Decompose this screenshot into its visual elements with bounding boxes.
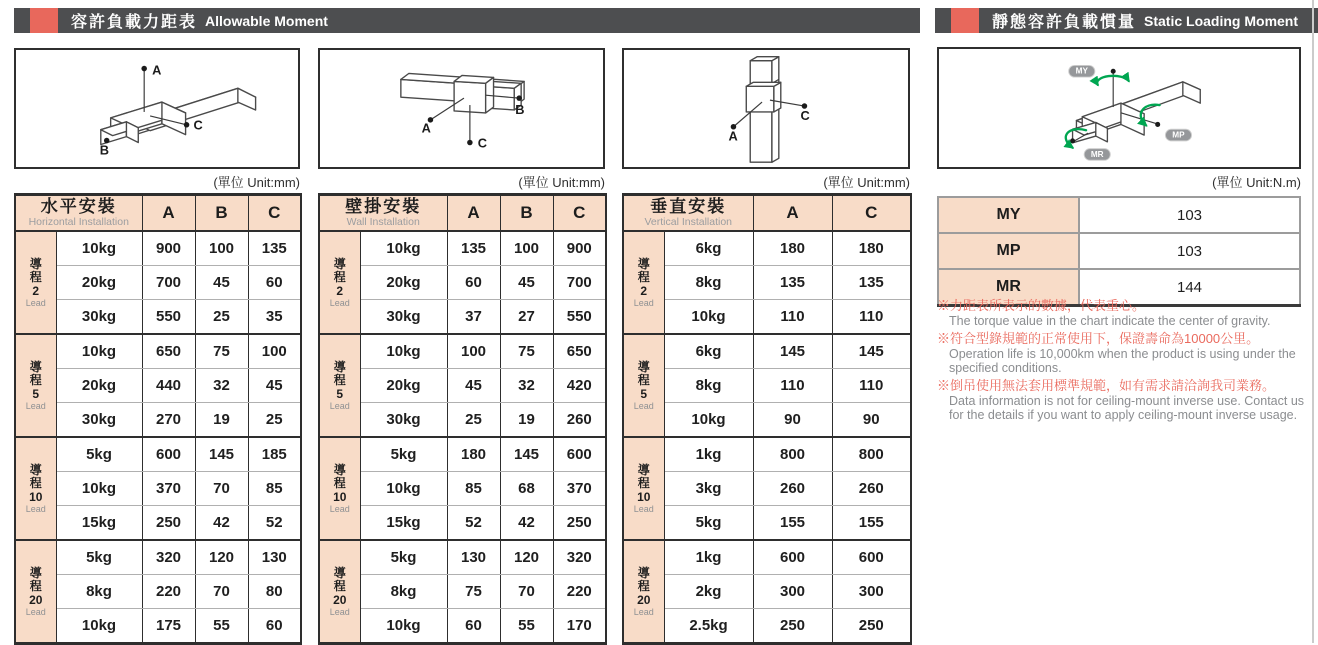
table-row [15,266,301,300]
table-row [623,506,911,541]
table-title-zh: 壁掛安裝 [345,197,422,216]
value-cell: 120 [500,540,553,575]
page-edge-line [1312,0,1314,643]
table-row [319,437,606,472]
header-title-en: Static Loading Moment [1144,12,1299,29]
table-title-en: Vertical Installation [644,216,733,228]
unit-label-mm: (單位 Unit:mm) [213,175,300,190]
note-zh: ※倒吊使用無法套用標準規範，如有需求請洽詢我司業務。 [937,378,1276,393]
point-label-c: C [477,135,488,151]
table-row [319,575,606,609]
table-row [623,231,911,266]
value-cell: 145 [832,334,911,369]
value-cell: 130 [447,540,500,575]
moment-label-mp: MP [1172,130,1185,140]
lead-group-5: 導 程 5 Lead [319,334,360,437]
value-cell: 100 [195,231,248,266]
value-cell: 110 [832,369,911,403]
value-cell: 145 [500,437,553,472]
table-row [319,506,606,541]
weight-cell: 10kg [360,334,447,369]
column-header-b: B [195,195,248,232]
notes [937,295,1315,422]
value-cell: 370 [142,472,195,506]
table-row [15,300,301,335]
value-cell: 45 [500,266,553,300]
table-row [15,575,301,609]
value-cell: 45 [447,369,500,403]
horizontal-installation-diagram [14,48,300,169]
point-label-a: A [152,62,162,78]
weight-cell: 5kg [56,437,142,472]
value-cell: 250 [553,506,606,541]
point-label-c: C [800,107,810,123]
weight-cell: 8kg [664,369,753,403]
table-row [15,506,301,541]
value-cell: 250 [142,506,195,541]
value-cell: 145 [753,334,832,369]
value-cell: 170 [553,609,606,644]
value-cell: 120 [195,540,248,575]
value-cell: 420 [553,369,606,403]
value-cell: 70 [195,575,248,609]
weight-cell: 30kg [360,403,447,438]
value-cell: 320 [142,540,195,575]
table-row [319,266,606,300]
value-cell: 85 [248,472,301,506]
note-zh: ※力距表所表示的數據，代表重心。 [937,298,1146,313]
value-cell: 37 [447,300,500,335]
weight-cell: 10kg [360,472,447,506]
value-cell: 650 [142,334,195,369]
table-title [623,195,753,232]
value-cell: 900 [553,231,606,266]
value-cell: 800 [753,437,832,472]
weight-cell: 8kg [360,575,447,609]
table-row [623,334,911,369]
table-row [319,609,606,644]
value-cell: 42 [500,506,553,541]
weight-cell: 10kg [56,231,142,266]
table-row [623,609,911,644]
lead-group-2: 導 程 2 Lead [319,231,360,334]
value-cell: 110 [753,369,832,403]
weight-cell: 30kg [56,403,142,438]
value-cell: 25 [195,300,248,335]
value-cell: 110 [832,300,911,335]
note-zh: ※符合型錄規範的正常使用下，保證壽命為10000公里。 [937,331,1260,346]
point-label-c: C [193,117,203,133]
value-cell: 100 [447,334,500,369]
value-cell: 135 [248,231,301,266]
weight-cell: 15kg [56,506,142,541]
value-cell: 300 [832,575,911,609]
vertical-installation-diagram [622,48,910,169]
unit-label-mm: (單位 Unit:mm) [823,175,910,190]
weight-cell: 20kg [360,369,447,403]
value-cell: 180 [753,231,832,266]
vertical-installation-table [622,193,912,645]
table-row [623,300,911,335]
weight-cell: 30kg [360,300,447,335]
table-title-zh: 水平安裝 [40,197,117,216]
lead-group-5: 導 程 5 Lead [623,334,664,437]
lead-group-20: 導 程 20 Lead [319,540,360,644]
weight-cell: 1kg [664,540,753,575]
note-en: Data information is not for ceiling-mount inverse use. Contact us for the details if you want to apply ceiling-mount inverse usage. [949,394,1305,422]
value-cell: 70 [195,472,248,506]
table-row [623,369,911,403]
table-title-zh: 垂直安裝 [650,197,727,216]
value-cell: 60 [248,609,301,644]
value-cell: 700 [142,266,195,300]
value-cell: 155 [753,506,832,541]
value-cell: 52 [248,506,301,541]
static-moment-row [938,197,1300,233]
table-row [623,472,911,506]
value-cell: 55 [195,609,248,644]
table-row [623,575,911,609]
weight-cell: 20kg [56,266,142,300]
column-header-a: A [142,195,195,232]
table-row [319,472,606,506]
value-cell: 260 [553,403,606,438]
table-row [319,369,606,403]
table-row [15,609,301,644]
unit-label-nm: (單位 Unit:N.m) [1212,175,1301,190]
weight-cell: 3kg [664,472,753,506]
table-row [319,300,606,335]
header-title-zh: 靜態容許負載慣量 [992,14,1137,31]
moment-value: 144 [1079,269,1300,306]
weight-cell: 10kg [360,231,447,266]
unit-label-mm: (單位 Unit:mm) [518,175,605,190]
value-cell: 19 [195,403,248,438]
weight-cell: 20kg [360,266,447,300]
table-row [15,231,301,266]
point-label-b: B [515,101,525,117]
accent-square [30,8,58,33]
moment-label-my: MY [1075,66,1088,76]
value-cell: 25 [248,403,301,438]
weight-cell: 10kg [56,334,142,369]
static-moment-header-bar [935,8,1318,33]
value-cell: 220 [142,575,195,609]
value-cell: 32 [195,369,248,403]
column-header-c: C [832,195,911,232]
value-cell: 550 [553,300,606,335]
value-cell: 320 [553,540,606,575]
value-cell: 180 [447,437,500,472]
value-cell: 100 [248,334,301,369]
weight-cell: 15kg [360,506,447,541]
moment-value: 103 [1079,233,1300,269]
value-cell: 75 [195,334,248,369]
static-loading-moment-table [937,196,1301,307]
value-cell: 85 [447,472,500,506]
value-cell: 52 [447,506,500,541]
value-cell: 370 [553,472,606,506]
value-cell: 440 [142,369,195,403]
value-cell: 600 [142,437,195,472]
table-row [623,540,911,575]
value-cell: 45 [195,266,248,300]
weight-cell: 8kg [664,266,753,300]
value-cell: 180 [832,231,911,266]
wall-installation-diagram [318,48,605,169]
table-row [15,334,301,369]
value-cell: 135 [832,266,911,300]
value-cell: 260 [753,472,832,506]
value-cell: 175 [142,609,195,644]
value-cell: 25 [447,403,500,438]
value-cell: 32 [500,369,553,403]
value-cell: 135 [753,266,832,300]
value-cell: 900 [142,231,195,266]
table-row [15,472,301,506]
value-cell: 250 [832,609,911,644]
value-cell: 700 [553,266,606,300]
horizontal-installation-table [14,193,302,645]
weight-cell: 20kg [56,369,142,403]
weight-cell: 5kg [360,540,447,575]
value-cell: 68 [500,472,553,506]
value-cell: 75 [500,334,553,369]
table-row [319,231,606,266]
table-title [15,195,142,232]
value-cell: 27 [500,300,553,335]
table-row [319,540,606,575]
wall-installation-table [318,193,607,645]
value-cell: 250 [753,609,832,644]
table-row [623,266,911,300]
rail-isometric-drawing [16,50,298,167]
weight-cell: 10kg [360,609,447,644]
table-row [15,437,301,472]
value-cell: 60 [447,609,500,644]
moment-label: MY [938,197,1079,233]
table-title-en: Wall Installation [346,216,420,228]
column-header-a: A [447,195,500,232]
note-en: The torque value in the chart indicate the center of gravity. [949,314,1271,328]
column-header-b: B [500,195,553,232]
static-moment-row [938,233,1300,269]
table-title-en: Horizontal Installation [28,216,129,228]
lead-group-10: 導 程 10 Lead [623,437,664,540]
value-cell: 600 [753,540,832,575]
value-cell: 650 [553,334,606,369]
table-row [623,437,911,472]
moment-label: MR [938,269,1079,306]
lead-group-10: 導 程 10 Lead [15,437,56,540]
moment-label: MP [938,233,1079,269]
table-row [15,403,301,438]
value-cell: 550 [142,300,195,335]
weight-cell: 10kg [56,609,142,644]
point-label-a: A [421,120,431,136]
value-cell: 45 [248,369,301,403]
rail-moment-drawing [939,49,1299,167]
table-row [319,334,606,369]
rail-isometric-drawing [320,50,603,167]
column-header-c: C [248,195,301,232]
header-title-en: Allowable Moment [205,12,328,29]
weight-cell: 6kg [664,334,753,369]
note-en: Operation life is 10,000km when the product is using under the specified conditions. [949,347,1296,375]
moment-value: 103 [1079,197,1300,233]
value-cell: 60 [447,266,500,300]
value-cell: 42 [195,506,248,541]
lead-group-10: 導 程 10 Lead [319,437,360,540]
value-cell: 90 [753,403,832,438]
allowable-moment-header-bar [14,8,920,33]
table-row [15,369,301,403]
value-cell: 80 [248,575,301,609]
value-cell: 90 [832,403,911,438]
value-cell: 70 [500,575,553,609]
value-cell: 135 [447,231,500,266]
value-cell: 155 [832,506,911,541]
weight-cell: 30kg [56,300,142,335]
weight-cell: 5kg [360,437,447,472]
weight-cell: 5kg [664,506,753,541]
value-cell: 110 [753,300,832,335]
lead-group-2: 導 程 2 Lead [623,231,664,334]
weight-cell: 10kg [664,403,753,438]
table-row [319,403,606,438]
value-cell: 260 [832,472,911,506]
moment-label-mr: MR [1090,149,1104,159]
value-cell: 35 [248,300,301,335]
value-cell: 100 [500,231,553,266]
weight-cell: 6kg [664,231,753,266]
accent-square [951,8,979,33]
weight-cell: 2.5kg [664,609,753,644]
value-cell: 185 [248,437,301,472]
weight-cell: 10kg [664,300,753,335]
column-header-c: C [553,195,606,232]
value-cell: 55 [500,609,553,644]
weight-cell: 10kg [56,472,142,506]
value-cell: 600 [832,540,911,575]
value-cell: 75 [447,575,500,609]
value-cell: 800 [832,437,911,472]
static-loading-moment-diagram [937,47,1301,169]
table-title [319,195,447,232]
value-cell: 130 [248,540,301,575]
point-label-b: B [99,142,110,158]
point-label-a: A [728,128,738,144]
weight-cell: 1kg [664,437,753,472]
value-cell: 60 [248,266,301,300]
weight-cell: 8kg [56,575,142,609]
weight-cell: 5kg [56,540,142,575]
header-title-zh: 容許負載力距表 [71,14,198,31]
rail-isometric-drawing [624,50,908,167]
value-cell: 220 [553,575,606,609]
lead-group-5: 導 程 5 Lead [15,334,56,437]
value-cell: 145 [195,437,248,472]
weight-cell: 2kg [664,575,753,609]
table-row [623,403,911,438]
value-cell: 270 [142,403,195,438]
lead-group-20: 導 程 20 Lead [623,540,664,644]
column-header-a: A [753,195,832,232]
value-cell: 300 [753,575,832,609]
value-cell: 600 [553,437,606,472]
value-cell: 19 [500,403,553,438]
lead-group-20: 導 程 20 Lead [15,540,56,644]
lead-group-2: 導 程 2 Lead [15,231,56,334]
table-row [15,540,301,575]
